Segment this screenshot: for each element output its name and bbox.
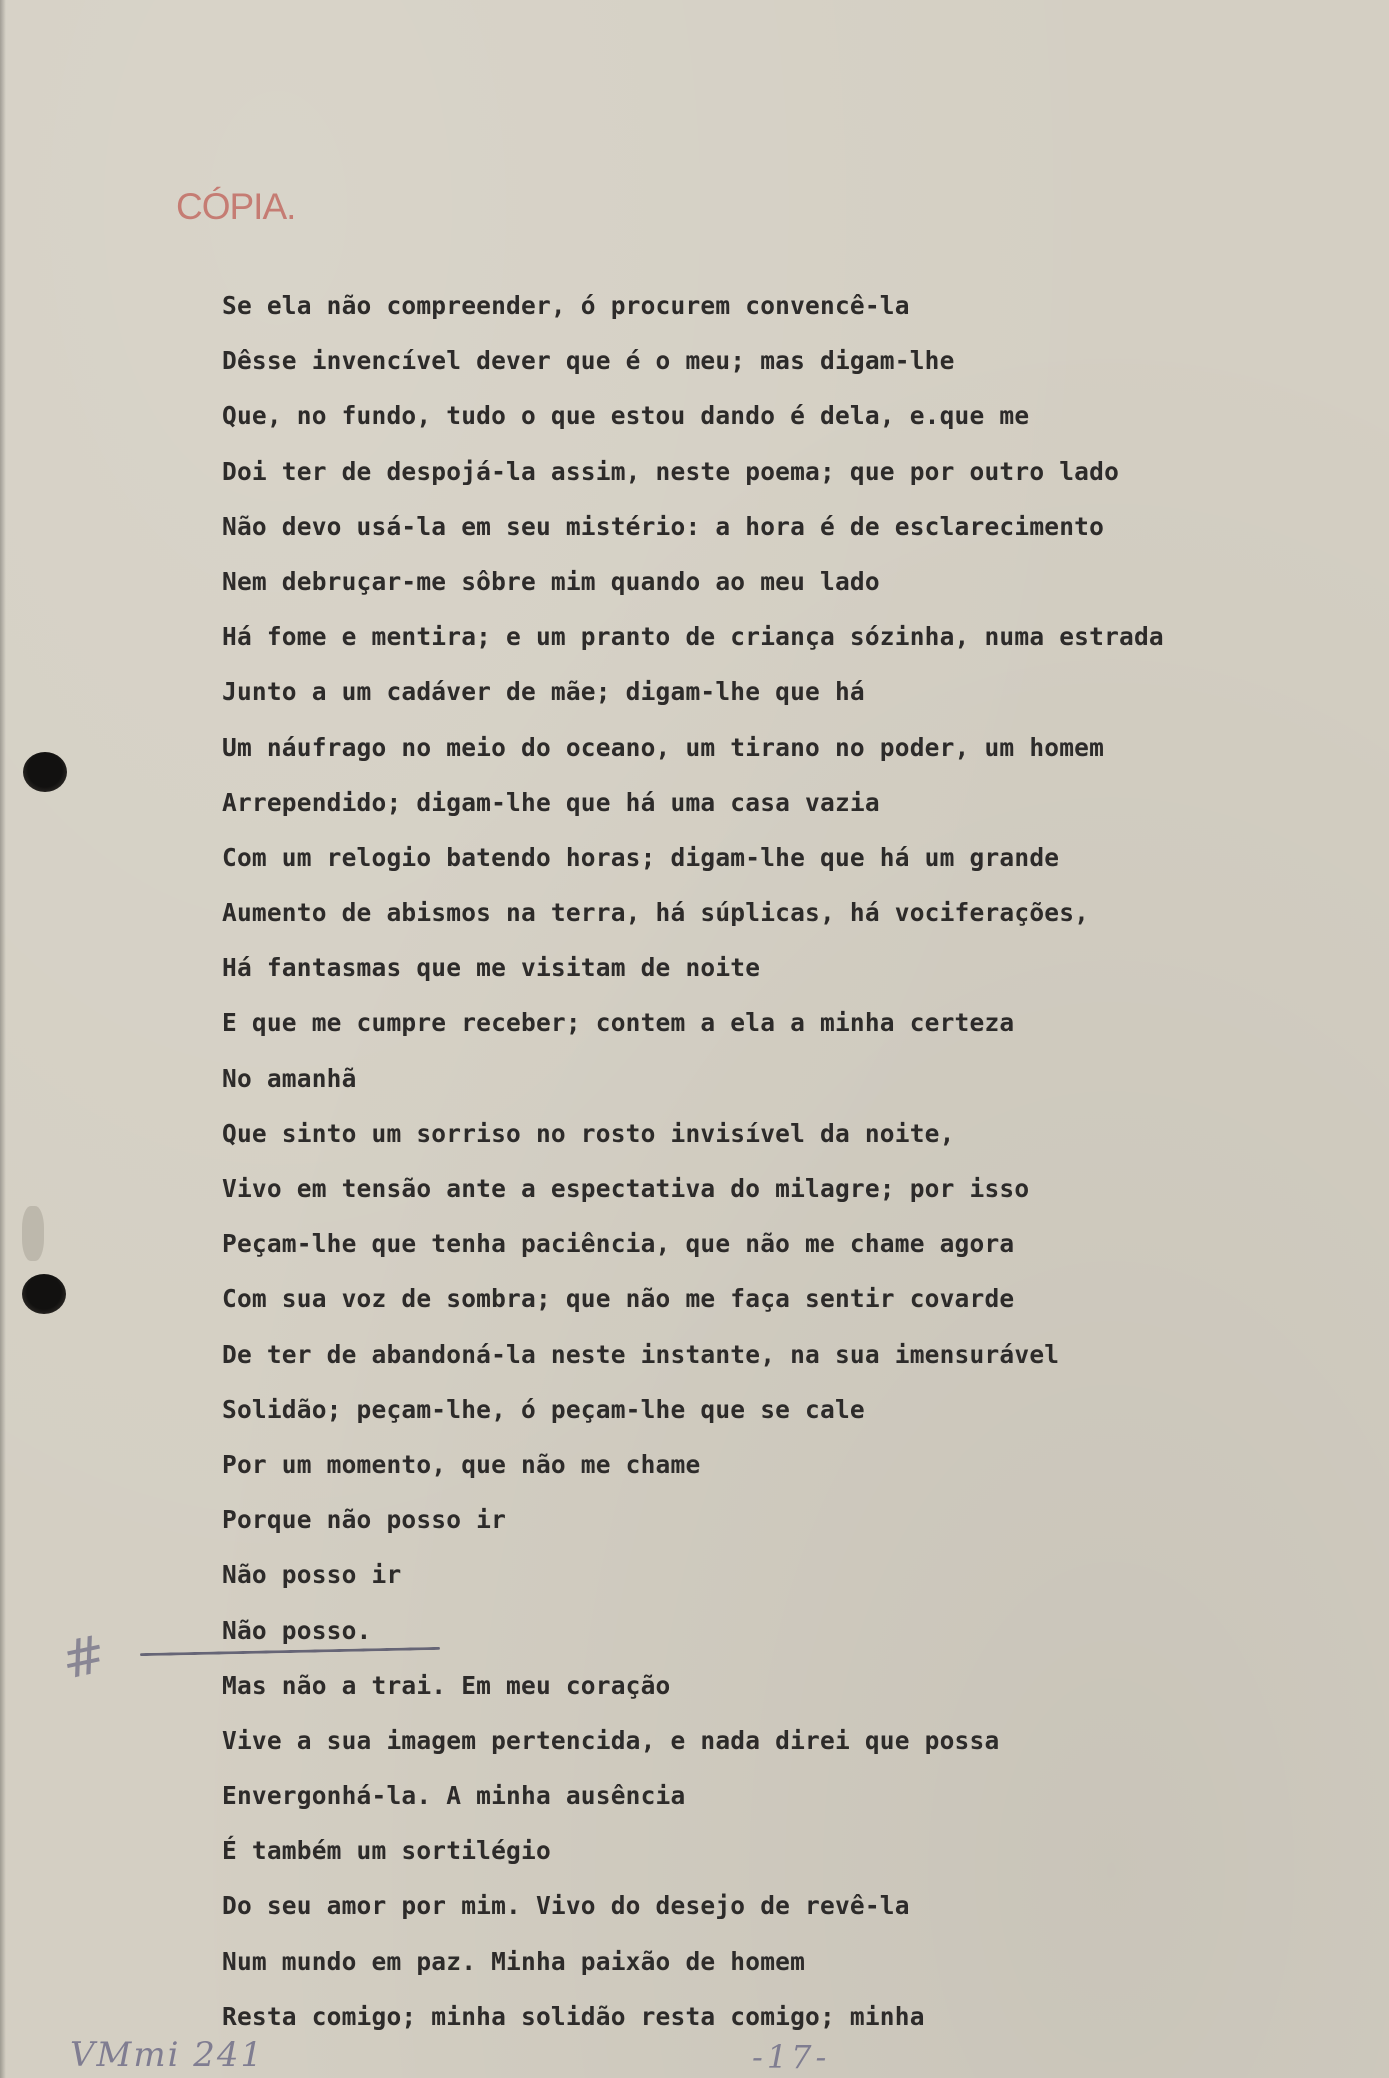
poem-line: Não posso ir — [222, 1560, 402, 1590]
page-number: -17- — [752, 2038, 831, 2076]
punch-hole — [22, 1274, 66, 1314]
poem-line: Não posso. — [222, 1615, 372, 1645]
poem-line: Vive a sua imagem pertencida, e nada direi que possa — [222, 1725, 1000, 1755]
poem-line: Se ela não compreender, ó procurem convencê-la — [222, 291, 910, 320]
copy-stamp: CÓPIA. — [176, 186, 296, 227]
poem-line: É também um sortilégio — [222, 1836, 551, 1866]
poem-line: Nem debruçar-me sôbre mim quando ao meu lado — [222, 566, 880, 596]
poem-line: Por um momento, que não me chame — [222, 1449, 701, 1479]
poem-line: Porque não posso ir — [222, 1505, 507, 1535]
punch-hole — [23, 752, 67, 792]
poem-line: Que sinto um sorriso no rosto invisível da noite, — [222, 1118, 955, 1148]
poem-line: Com um relogio batendo horas; digam-lhe que há um grande — [222, 842, 1060, 872]
poem-line: Doi ter de despojá-la assim, neste poema; que por outro lado — [222, 456, 1120, 486]
poem-line: Um náufrago no meio do oceano, um tirano no poder, um homem — [222, 732, 1105, 762]
poem-line: E que me cumpre receber; contem a ela a minha certeza — [222, 1008, 1015, 1038]
poem-text — [222, 278, 1342, 2044]
poem-line: Com sua voz de sombra; que não me faça sentir covarde — [222, 1284, 1015, 1314]
poem-line: Num mundo em paz. Minha paixão de homem — [222, 1946, 806, 1976]
handwritten-archive-code: VMmi 241 — [70, 2035, 265, 2075]
poem-line: Peçam-lhe que tenha paciência, que não me chame agora — [222, 1229, 1015, 1259]
poem-line: Junto a um cadáver de mãe; digam-lhe que há — [222, 677, 865, 707]
poem-line: Solidão; peçam-lhe, ó peçam-lhe que se cale — [222, 1394, 865, 1424]
poem-line: Resta comigo; minha solidão resta comigo; minha — [222, 2001, 925, 2031]
poem-line: Envergonhá-la. A minha ausência — [222, 1781, 686, 1811]
poem-line: Há fantasmas que me visitam de noite — [222, 953, 761, 983]
paper-stain — [22, 1206, 44, 1261]
poem-line: De ter de abandoná-la neste instante, na sua imensurável — [222, 1339, 1060, 1369]
poem-line: Que, no fundo, tudo o que estou dando é dela, e.que me — [222, 401, 1030, 431]
poem-line: No amanhã — [222, 1063, 357, 1093]
poem-line: Do seu amor por mim. Vivo do desejo de revê-la — [222, 1891, 910, 1921]
poem-line: Há fome e mentira; e um pranto de criança sózinha, numa estrada — [222, 622, 1164, 652]
poem-line: Arrependido; digam-lhe que há uma casa vazia — [222, 787, 880, 817]
poem-line: Não devo usá-la em seu mistério: a hora é de esclarecimento — [222, 511, 1105, 541]
poem-line: Aumento de abismos na terra, há súplicas, há vociferações, — [222, 898, 1090, 928]
poem-line: Mas não a trai. Em meu coração — [222, 1670, 671, 1700]
poem-line: Vivo em tensão ante a espectativa do milagre; por isso — [222, 1174, 1030, 1203]
handwritten-margin-mark: # — [56, 1624, 112, 1692]
poem-line: Dêsse invencível dever que é o meu; mas digam-lhe — [222, 346, 955, 376]
page-edge-shadow — [0, 0, 6, 2078]
